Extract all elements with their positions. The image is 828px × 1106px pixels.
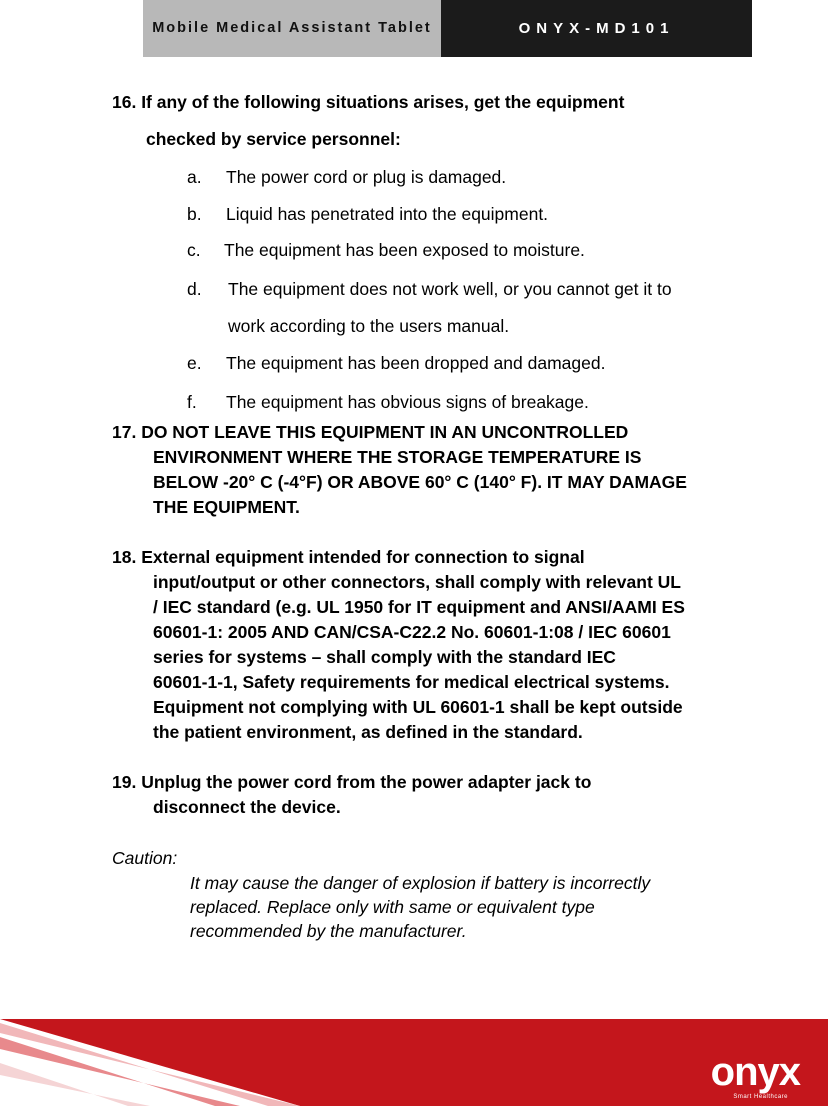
- item-16-a-text: The power cord or plug is damaged.: [226, 167, 507, 187]
- item-16-f-marker: f.: [187, 392, 197, 412]
- item-18-line-1: 18. External equipment intended for connection to signal: [112, 547, 585, 567]
- item-16-a-marker: a.: [187, 167, 202, 187]
- item-18-line-7: Equipment not complying with UL 60601-1 shall be kept outside: [153, 697, 683, 717]
- onyx-logo: onyx: [710, 1050, 800, 1094]
- item-16-c-marker: c.: [187, 240, 201, 260]
- caution-line-2: replaced. Replace only with same or equivalent type: [190, 897, 595, 917]
- item-18-line-3: / IEC standard (e.g. UL 1950 for IT equipment and ANSI/AAMI ES: [153, 597, 685, 617]
- item-17-line-3: BELOW -20° C (-4°F) OR ABOVE 60° C (140° F). IT MAY DAMAGE: [153, 472, 687, 492]
- caution-line-3: recommended by the manufacturer.: [190, 921, 467, 941]
- item-18-line-5: series for systems – shall comply with the standard IEC: [153, 647, 616, 667]
- item-17-line-4: THE EQUIPMENT.: [153, 497, 300, 517]
- item-16-line-2: checked by service personnel:: [146, 129, 401, 149]
- header-product-name: Mobile Medical Assistant Tablet: [143, 0, 441, 57]
- item-18-line-2: input/output or other connectors, shall comply with relevant UL: [153, 572, 681, 592]
- item-16-line-1: 16. If any of the following situations arises, get the equipment: [112, 92, 625, 112]
- item-16-e-text: The equipment has been dropped and damaged.: [226, 353, 606, 373]
- caution-line-1: It may cause the danger of explosion if battery is incorrectly: [190, 873, 651, 893]
- item-16-e-marker: e.: [187, 353, 202, 373]
- item-17-line-1: 17. DO NOT LEAVE THIS EQUIPMENT IN AN UNCONTROLLED: [112, 422, 629, 442]
- item-19-line-1: 19. Unplug the power cord from the power adapter jack to: [112, 772, 592, 792]
- item-18-line-4: 60601-1: 2005 AND CAN/CSA-C22.2 No. 60601-1:08 / IEC 60601: [153, 622, 671, 642]
- header-model-name: ONYX-MD101: [441, 0, 752, 57]
- item-18-line-6: 60601-1-1, Safety requirements for medical electrical systems.: [153, 672, 670, 692]
- item-19-line-2: disconnect the device.: [153, 797, 341, 817]
- item-16-b-marker: b.: [187, 204, 202, 224]
- item-16-d-text-continued: work according to the users manual.: [228, 316, 510, 336]
- caution-title: Caution:: [112, 848, 178, 868]
- item-18-line-8: the patient environment, as defined in the standard.: [153, 722, 583, 742]
- item-16-b-text: Liquid has penetrated into the equipment.: [226, 204, 549, 224]
- item-17-line-2: ENVIRONMENT WHERE THE STORAGE TEMPERATURE IS: [153, 447, 642, 467]
- item-16-c-text: The equipment has been exposed to moisture.: [224, 240, 585, 260]
- onyx-tagline: Smart Healthcare: [733, 1094, 788, 1100]
- footer-graphic: [0, 1019, 828, 1106]
- item-16-f-text: The equipment has obvious signs of breakage.: [226, 392, 589, 412]
- footer-band: [0, 1019, 828, 1106]
- item-16-d-marker: d.: [187, 279, 202, 299]
- item-16-d-text: The equipment does not work well, or you cannot get it to: [228, 279, 672, 299]
